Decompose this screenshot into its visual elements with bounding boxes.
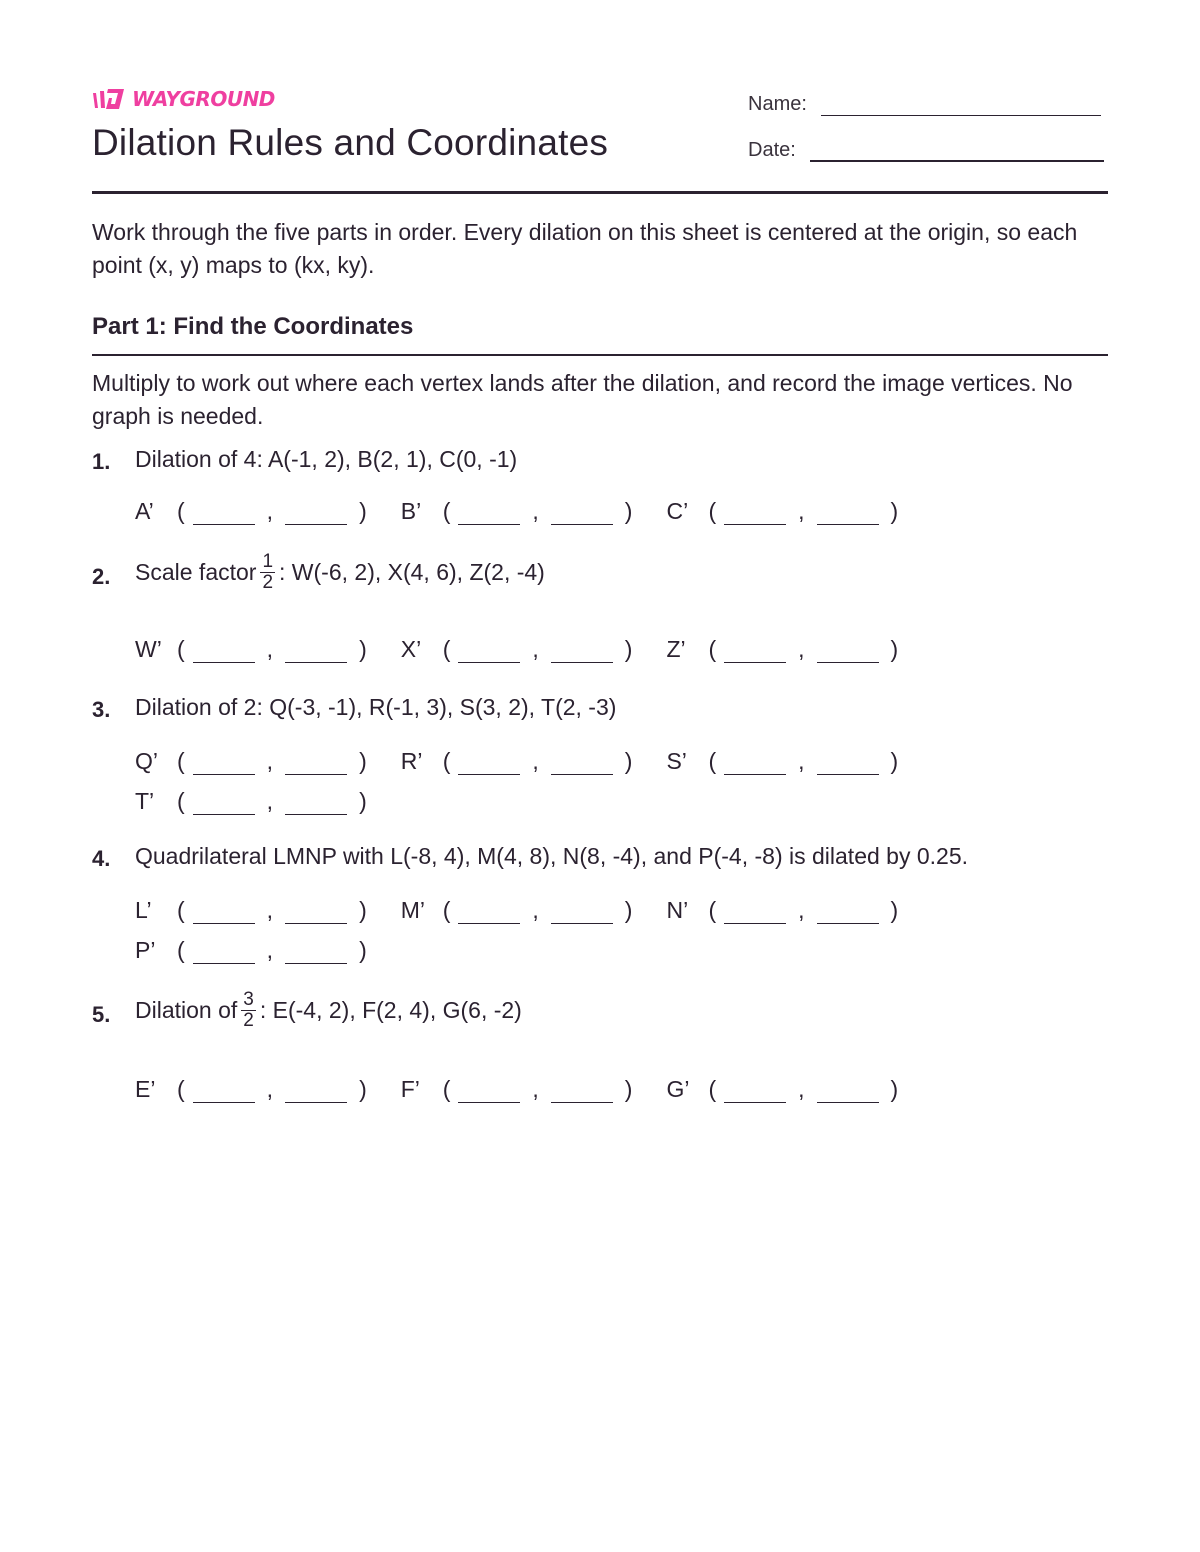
brand-logo (92, 87, 275, 111)
problem-text (135, 990, 522, 1031)
problem-prefix: Dilation of (135, 997, 238, 1024)
x-blank[interactable] (724, 638, 786, 663)
scale-fraction (260, 552, 275, 593)
y-blank[interactable] (285, 939, 347, 964)
y-blank[interactable] (285, 500, 347, 525)
y-blank[interactable] (551, 750, 613, 775)
y-blank[interactable] (817, 1078, 879, 1103)
name-label: Name: (748, 93, 807, 115)
answer-point: M’ ( , ) (400, 897, 633, 923)
point-label: F’ (400, 1076, 420, 1102)
fraction-denominator: 2 (262, 572, 274, 594)
part-instructions: Multiply to work out where each vertex lands after the dilation, and record the image vertices. No graph is needed. (92, 370, 1073, 429)
point-label: Z’ (666, 636, 686, 662)
point-label: N’ (666, 897, 689, 923)
point-label: L’ (135, 897, 152, 923)
point-label: X’ (400, 636, 422, 662)
x-blank[interactable] (193, 939, 255, 964)
y-blank[interactable] (551, 638, 613, 663)
scale-fraction (241, 990, 256, 1031)
y-blank[interactable] (817, 750, 879, 775)
problem-suffix: : E(-4, 2), F(2, 4), G(6, -2) (259, 997, 522, 1024)
point-label: M’ (400, 897, 426, 923)
point-label: Q’ (135, 748, 158, 774)
x-blank[interactable] (458, 1078, 520, 1103)
answer-point: N’ ( , ) (666, 897, 899, 923)
problem-number: 3. (92, 697, 111, 722)
point-label: T’ (135, 788, 155, 814)
point-label: G’ (666, 1076, 690, 1102)
answer-point: R’ ( , ) (400, 748, 633, 774)
x-blank[interactable] (193, 790, 255, 815)
part-heading: Part 1: Find the Coordinates (92, 313, 414, 340)
answer-row (135, 897, 932, 924)
answer-point: W’ ( , ) (135, 636, 367, 662)
answer-point: Q’ ( , ) (135, 748, 367, 774)
x-blank[interactable] (458, 899, 520, 924)
answer-point: X’ ( , ) (400, 636, 633, 662)
answer-point: Z’ ( , ) (666, 636, 899, 662)
y-blank[interactable] (285, 1078, 347, 1103)
x-blank[interactable] (458, 638, 520, 663)
problem-prefix: Scale factor (135, 559, 257, 586)
y-blank[interactable] (817, 638, 879, 663)
answer-row (135, 498, 932, 525)
problem-text: Dilation of 2: Q(-3, -1), R(-1, 3), S(3, 2), T(2, -3) (135, 694, 617, 720)
point-label: P’ (135, 937, 156, 963)
name-input-line[interactable] (821, 89, 1101, 116)
problem-number: 4. (92, 846, 111, 871)
x-blank[interactable] (193, 899, 255, 924)
x-blank[interactable] (724, 750, 786, 775)
problem-text: Quadrilateral LMNP with L(-8, 4), M(4, 8), N(8, -4), and P(-4, -8) is dilated by 0.25. (135, 843, 968, 869)
fraction-numerator: 1 (262, 551, 274, 572)
y-blank[interactable] (817, 500, 879, 525)
x-blank[interactable] (193, 1078, 255, 1103)
point-label: C’ (666, 498, 689, 524)
y-blank[interactable] (551, 899, 613, 924)
problem-number: 1. (92, 449, 111, 474)
answer-point: B’ ( , ) (400, 498, 633, 524)
answer-point: C’ ( , ) (666, 498, 899, 524)
answer-point: L’ ( , ) (135, 897, 367, 923)
answer-row (135, 1076, 932, 1103)
answer-point: T’ ( , ) (135, 788, 367, 814)
answer-row (135, 636, 932, 663)
problem-text: Dilation of 4: A(-1, 2), B(2, 1), C(0, -1) (135, 446, 518, 472)
fraction-numerator: 3 (243, 989, 254, 1010)
answer-point: G’ ( , ) (666, 1076, 899, 1102)
y-blank[interactable] (551, 1078, 613, 1103)
x-blank[interactable] (458, 750, 520, 775)
problem-number: 5. (92, 1002, 111, 1027)
x-blank[interactable] (193, 638, 255, 663)
answer-point: S’ ( , ) (666, 748, 899, 774)
brand-name: WAYGROUND (132, 87, 275, 111)
point-label: B’ (400, 498, 422, 524)
page-title: Dilation Rules and Coordinates (92, 122, 609, 163)
point-label: A’ (135, 498, 154, 524)
point-label: W’ (135, 636, 162, 662)
point-label: E’ (135, 1076, 156, 1102)
answer-row (135, 788, 401, 815)
problem-suffix: : W(-6, 2), X(4, 6), Z(2, -4) (279, 559, 545, 586)
date-input-line[interactable] (810, 134, 1104, 162)
intro-text: Work through the five parts in order. Every dilation on this sheet is centered at the origin, so each point (x, y) maps to (kx, ky). (92, 219, 1078, 278)
point-label: R’ (400, 748, 423, 774)
answer-point: E’ ( , ) (135, 1076, 367, 1102)
y-blank[interactable] (285, 638, 347, 663)
answer-point: A’ ( , ) (135, 498, 367, 524)
date-label: Date: (748, 139, 796, 161)
x-blank[interactable] (724, 500, 786, 525)
name-field (748, 89, 1101, 116)
problem-text (135, 552, 545, 593)
answer-row (135, 937, 401, 964)
answer-row (135, 748, 932, 775)
y-blank[interactable] (817, 899, 879, 924)
answer-point: F’ ( , ) (400, 1076, 633, 1102)
y-blank[interactable] (285, 790, 347, 815)
y-blank[interactable] (285, 899, 347, 924)
x-blank[interactable] (193, 750, 255, 775)
problem-number: 2. (92, 564, 111, 589)
date-field (748, 134, 1104, 162)
x-blank[interactable] (458, 500, 520, 525)
y-blank[interactable] (285, 750, 347, 775)
x-blank[interactable] (193, 500, 255, 525)
x-blank[interactable] (724, 899, 786, 924)
x-blank[interactable] (724, 1078, 786, 1103)
y-blank[interactable] (551, 500, 613, 525)
point-label: S’ (666, 748, 687, 774)
part-divider (92, 354, 1108, 356)
header-divider (92, 191, 1108, 194)
fraction-denominator: 2 (243, 1010, 254, 1032)
wayground-logo-icon (92, 88, 126, 110)
answer-point: P’ ( , ) (135, 937, 367, 963)
